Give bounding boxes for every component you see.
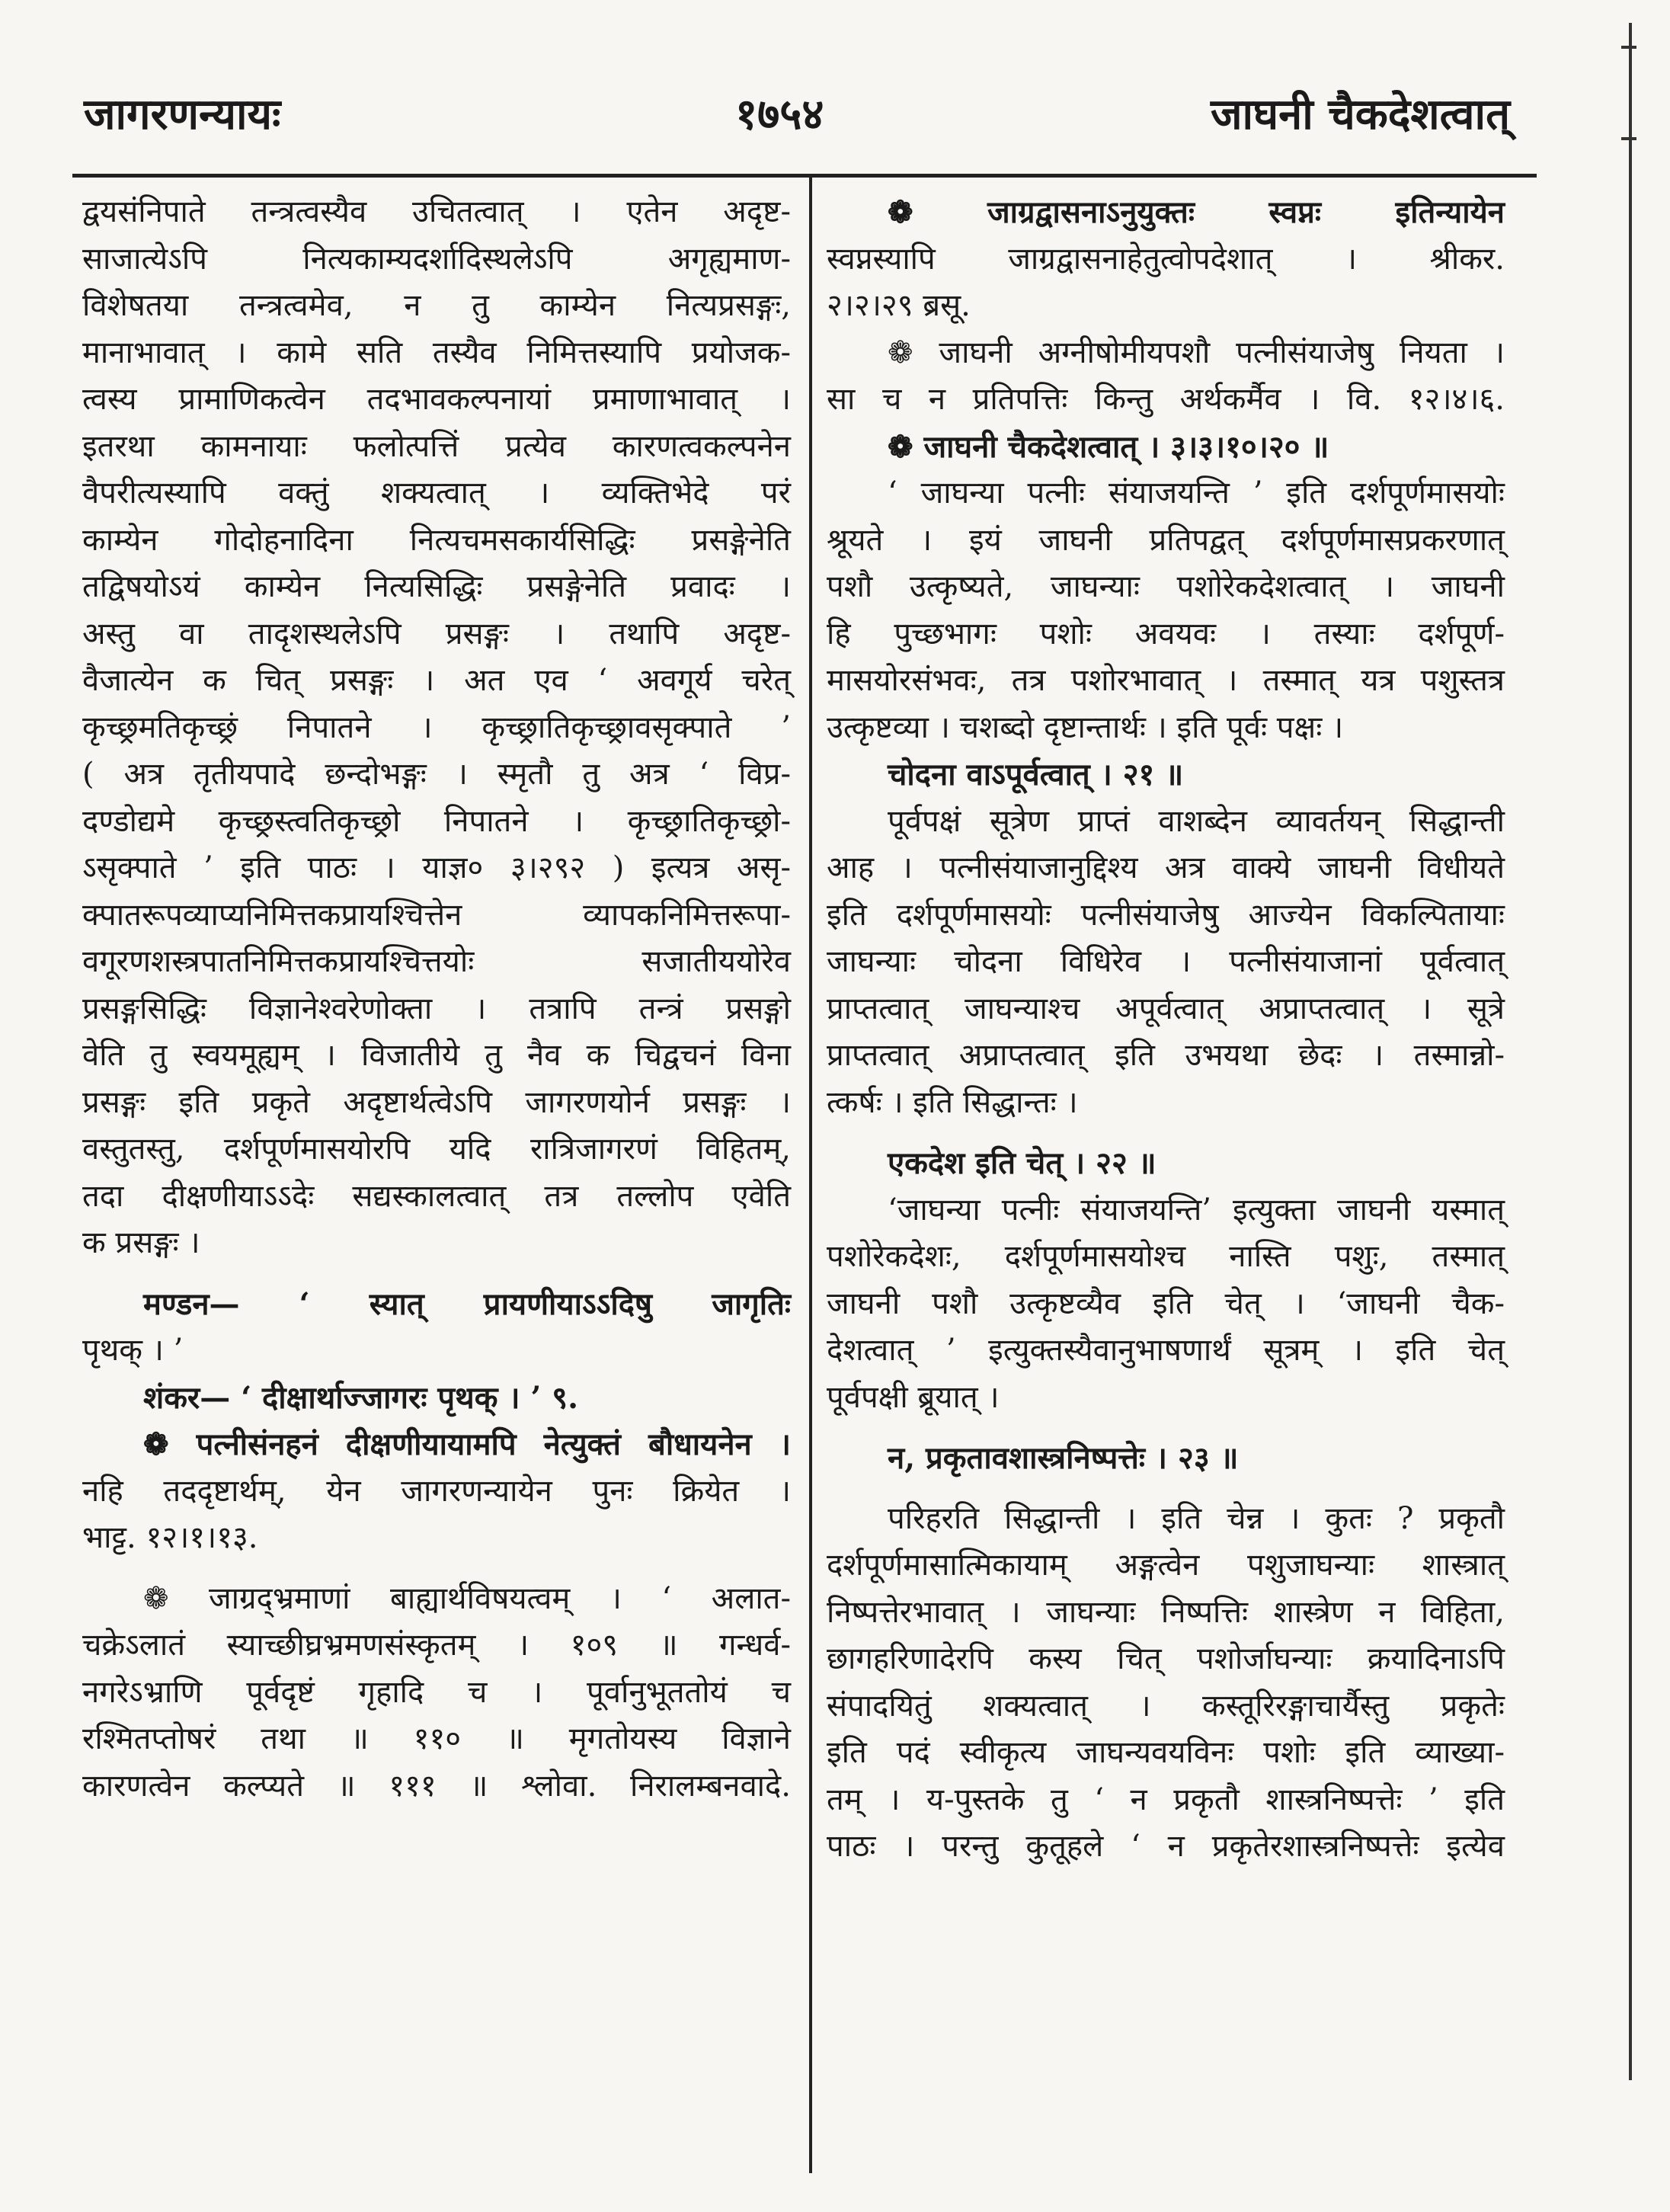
text-line: ( अत्र तृतीयपादे छन्दोभङ्गः । स्मृतौ तु अत्र ‘ विप्र-: [82, 757, 791, 792]
text-line: आह । पत्नीसंयाजानुद्दिश्य अत्र वाक्ये जाघनी विधीयते: [827, 850, 1505, 885]
text-line: श्रूयते । इयं जाघनी प्रतिपद्वत् दर्शपूर्णमासप्रकरणात्: [827, 522, 1505, 558]
text-line: साजात्येऽपि नित्यकाम्यदर्शादिस्थलेऽपि अगृह्यमाण-: [82, 241, 791, 277]
text-line: चक्रेऽलातं स्याच्छीघ्रभ्रमणसंस्कृतम् । १०९ ॥ गन्धर्व-: [82, 1628, 791, 1663]
text-line: वैपरीत्यस्यापि वक्तुं शक्यत्वात् । व्यक्तिभेदे परं: [82, 475, 791, 511]
sutra-heading-22: एकदेश इति चेत् । २२ ॥: [888, 1145, 1157, 1181]
sutra-heading-23: न, प्रकृतावशास्त्रनिष्पत्तेः । २३ ॥: [888, 1440, 1239, 1476]
quote-mandana: मण्डन— ‘ स्यात् प्रायणीयाऽऽदिषु जागृतिः: [143, 1285, 791, 1322]
text-line: ‘ जाघन्या पत्नीः संयाजयन्ति ’ इति दर्शपूर्णमासयोः: [888, 475, 1505, 511]
text-line: उत्कृष्टव्या । चशब्दो दृष्टान्तार्थः । इति पूर्वः पक्षः ।: [827, 709, 1344, 745]
left-column: [82, 189, 791, 1810]
text-line: ‘जाघन्या पत्नीः संयाजयन्ति’ इत्युक्ता जाघनी यस्मात्: [888, 1192, 1505, 1228]
text-line: त्कर्षः । इति सिद्धान्तः ।: [827, 1084, 1078, 1120]
text-line: नगरेऽभ्राणि पूर्वदृष्टं गृहादि च । पूर्वानुभूततोयं च: [82, 1674, 791, 1710]
text-line: वैजात्येन क चित् प्रसङ्गः । अत एव ‘ अवगूर्य चरेत्: [82, 663, 791, 698]
text-line: पूर्वपक्षं सूत्रेण प्राप्तं वाशब्देन व्यावर्तयन् सिद्धान्ती: [888, 803, 1505, 839]
text-line: पूर्वपक्षी ब्रूयात् ।: [827, 1379, 1000, 1415]
text-line: इति दर्शपूर्णमासयोः पत्नीसंयाजेषु आज्येन विकल्पितायाः: [827, 897, 1505, 933]
text-line: कारणत्वेन कल्प्यते ॥ १११ ॥ श्लोवा. निरालम्बनवादे.: [82, 1768, 791, 1804]
text-line: पशौ उत्कृष्यते, जाघन्याः पशोरेकदेशत्वात् । जाघनी: [827, 569, 1505, 604]
text-line: सा च न प्रतिपत्तिः किन्तु अर्थकर्मैव । वि. १२।४।६.: [827, 382, 1505, 417]
right-column: [827, 189, 1505, 1871]
text-line: जाघनी पशौ उत्कृष्टव्यैव इति चेत् । ‘जाघनी चैक-: [827, 1285, 1505, 1321]
text-line: प्राप्तत्वात् अप्राप्तत्वात् इति उभयथा छेदः । तस्मान्नो-: [827, 1038, 1505, 1073]
text-line: अस्तु वा तादृशस्थलेऽपि प्रसङ्गः । तथापि अदृष्ट-: [82, 616, 791, 651]
text-line: इति पदं स्वीकृत्य जाघन्यवयविनः पशोः इति व्याख्या-: [827, 1735, 1505, 1770]
text-line: वस्तुतस्तु, दर्शपूर्णमासयोरपि यदि रात्रिजागरणं विहितम्,: [82, 1132, 791, 1167]
text-line: तम् । य-पुस्तके तु ‘ न प्रकृतौ शास्त्रनिष्पत्तेः ’ इति: [827, 1781, 1505, 1817]
running-header-left: जागरणन्यायः: [84, 89, 281, 139]
text-line: स्वप्नस्यापि जाग्रद्वासनाहेतुत्वोपदेशात् । श्रीकर.: [827, 241, 1505, 277]
text-line: वेति तु स्वयमूह्यम् । विजातीये तु नैव क चिद्वचनं विना: [82, 1038, 791, 1073]
text-line: तदा दीक्षणीयाऽऽदेः सद्यस्कालत्वात् तत्र तल्लोप एवेति: [82, 1178, 791, 1214]
text-line: पाठः । परन्तु कुतूहले ‘ न प्रकृतेरशास्त्रनिष्पत्तेः इत्येव: [827, 1829, 1505, 1864]
text-line: वगूरणशस्त्रपातनिमित्तकप्रायश्चित्तयोः सजातीययोरेव: [82, 944, 791, 979]
text-line: कृच्छ्रमतिकृच्छ्रं निपातने । कृच्छ्रातिकृच्छ्रावसृक्पाते ’: [82, 709, 791, 745]
page-edge-marks: [1629, 23, 1647, 2080]
text-line: मासयोरसंभवः, तत्र पशोरभावात् । तस्मात् यत्र पशुस्तत्र: [827, 663, 1505, 698]
text-line: परिहरति सिद्धान्ती । इति चेन्न । कुतः ? प्रकृतौ: [888, 1500, 1505, 1536]
header-rule: [72, 174, 1537, 178]
text-line: द्वयसंनिपाते तन्त्रत्वस्यैव उचितत्वात् । एतेन अदृष्ट-: [82, 194, 791, 229]
text-line: प्रसङ्गसिद्धिः विज्ञानेश्वरेणोक्ता । तत्रापि तन्त्रं प्रसङ्गो: [82, 991, 791, 1026]
text-line: ऽसृक्पाते ’ इति पाठः । याज्ञ० ३।२९२ ) इत्यत्र असृ-: [82, 850, 791, 885]
running-header-right: जाघनी चैकदेशत्वात्: [1210, 89, 1510, 139]
text-line: क्पातरूपव्याप्यनिमित्तकप्रायश्चित्तेन व्यापकनिमित्तरूपा-: [82, 897, 791, 933]
text-line: जाघन्याः चोदना विधिरेव । पत्नीसंयाजानां पूर्वत्वात्: [827, 944, 1505, 979]
text-line: पृथक् । ’: [82, 1333, 184, 1368]
column-divider: [809, 177, 812, 2173]
text-line: इतरथा कामनायाः फलोत्पत्तिं प्रत्येव कारणत्वकल्पनेन: [82, 428, 791, 464]
text-line: दण्डोद्यमे कृच्छ्रस्त्वतिकृच्छ्रो निपातने । कृच्छ्रातिकृच्छ्रो-: [82, 803, 791, 839]
text-line: संपादयितुं शक्यत्वात् । कस्तूरिरङ्गाचार्यैस्तु प्रकृतेः: [827, 1688, 1505, 1724]
text-line: छागहरिणादेरपि कस्य चित् पशोर्जाघन्याः क्रयादिनाऽपि: [827, 1641, 1505, 1676]
text-line: त्वस्य प्रामाणिकत्वेन तदभावकल्पनायां प्रमाणाभावात् ।: [82, 382, 791, 417]
entry-patnisamnahana: ❁ पत्नीसंनहनं दीक्षणीयायामपि नेत्युक्तं बौधायनेन ।: [143, 1426, 791, 1462]
text-line: विशेषतया तन्त्रत्वमेव, न तु काम्येन नित्यप्रसङ्गः,: [82, 288, 791, 323]
text-line: मानाभावात् । कामे सति तस्यैव निमित्तस्यापि प्रयोजक-: [82, 335, 791, 370]
text-line: नहि तददृष्टार्थम्, येन जागरणन्यायेन पुनः क्रियेत ।: [82, 1473, 791, 1509]
sutra-heading-20: ❁ जाघनी चैकदेशत्वात् । ३।३।१०।२० ॥: [888, 428, 1329, 465]
text-line: निष्पत्तेरभावात् । जाघन्याः निष्पत्तिः शास्त्रेण न विहिता,: [827, 1594, 1505, 1630]
text-line: २।२।२९ ब्रसू.: [827, 288, 971, 323]
entry-jagradvasana: ❁ जाग्रद्वासनाऽनुयुक्तः स्वप्नः इतिन्यायेन: [888, 194, 1505, 230]
sutra-heading-21: चोदना वाऽपूर्वत्वात् । २१ ॥: [888, 757, 1184, 792]
text-line: तद्विषयोऽयं काम्येन नित्यसिद्धिः प्रसङ्गेनेति प्रवादः ।: [82, 569, 791, 604]
text-line: प्रसङ्गः इति प्रकृते अदृष्टार्थत्वेऽपि जागरणयोर्न प्रसङ्गः ।: [82, 1084, 791, 1120]
text-line: रश्मितप्तोषरं तथा ॥ ११० ॥ मृगतोयस्य विज्ञाने: [82, 1721, 791, 1756]
entry-jaghani-agnishomiya: ❁ जाघनी अग्नीषोमीयपशौ पत्नीसंयाजेषु नियता ।: [888, 335, 1505, 370]
text-line: काम्येन गोदोहनादिना नित्यचमसकार्यसिद्धिः प्रसङ्गेनेति: [82, 522, 791, 558]
page-number: १७५४: [735, 89, 824, 139]
text-line: भाट्ट. १२।१।१३.: [82, 1520, 258, 1555]
text-line: देशत्वात् ’ इत्युक्तस्यैवानुभाषणार्थं सूत्रम् । इति चेत्: [827, 1333, 1505, 1368]
text-line: हि पुच्छभागः पशोः अवयवः । तस्याः दर्शपूर्ण-: [827, 616, 1505, 651]
text-line: पशोरेकदेशः, दर्शपूर्णमासयोश्च नास्ति पशुः, तस्मात्: [827, 1239, 1505, 1274]
quote-shankara: शंकर— ‘ दीक्षार्थाज्जागरः पृथक् । ’ ९.: [143, 1379, 579, 1416]
text-line: क प्रसङ्गः ।: [82, 1225, 200, 1260]
text-line: दर्शपूर्णमासात्मिकायाम् अङ्गत्वेन पशुजाघन्याः शास्त्रात्: [827, 1548, 1505, 1583]
entry-jagrad-bhramanam: ❁ जाग्रद्भ्रमाणां बाह्यार्थविषयत्वम् । ‘ अलात-: [143, 1580, 791, 1616]
text-line: प्राप्तत्वात् जाघन्याश्च अपूर्वत्वात् अप्राप्तत्वात् । सूत्रे: [827, 991, 1505, 1026]
